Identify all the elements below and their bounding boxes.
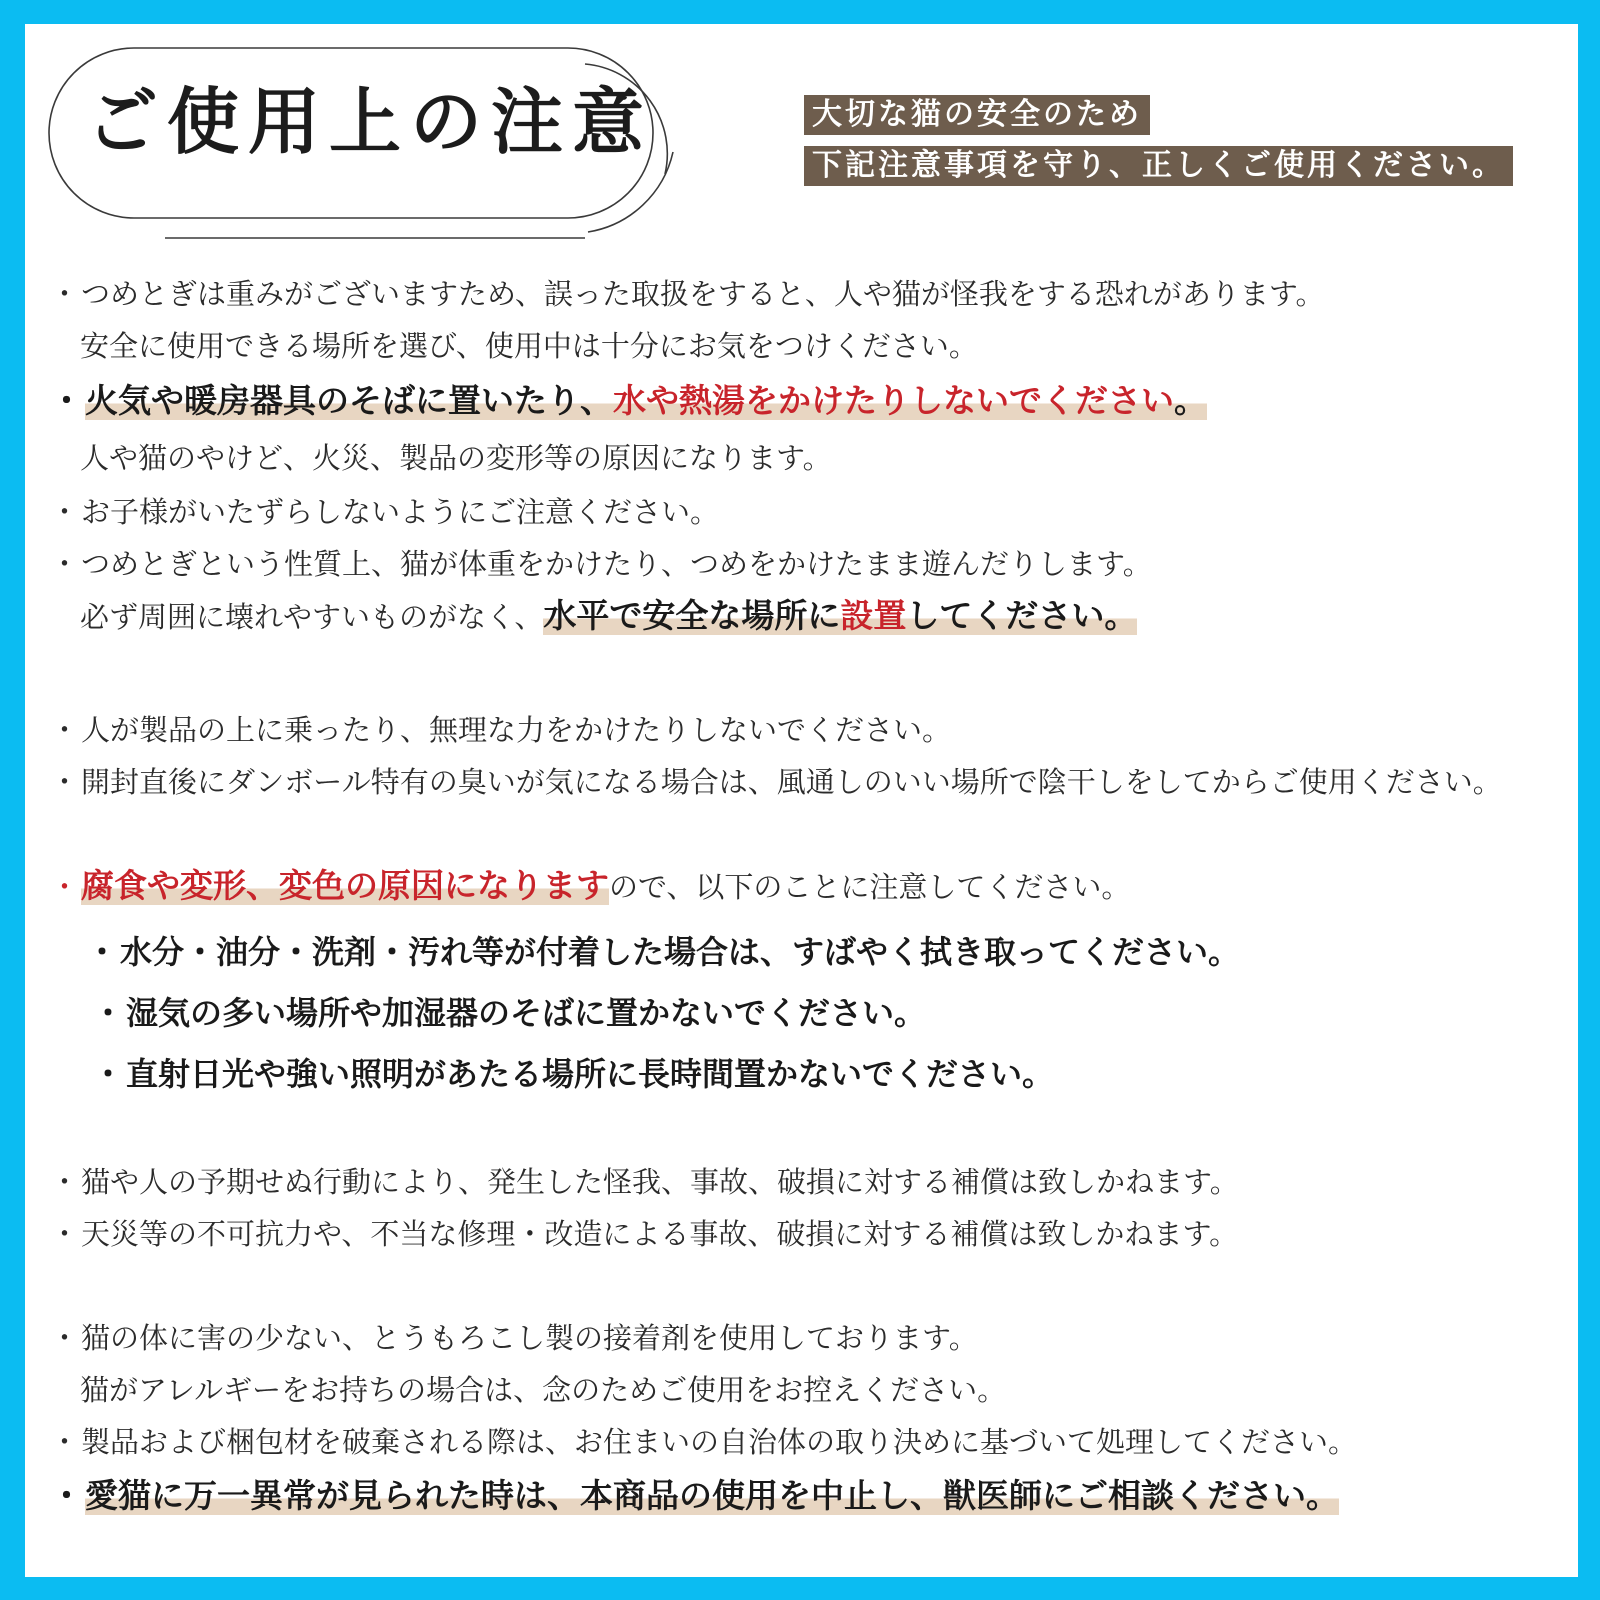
notice-text: 火気や暖房器具のそばに置いたり、 [85, 381, 613, 420]
notice-disposal [50, 1424, 1357, 1460]
highlight-text [85, 1476, 1339, 1515]
notice-no-standing [50, 712, 951, 748]
notice-text: つめとぎは重みがございますため、誤った取扱をすると、人や猫が怪我をする恐れがあります。 [81, 277, 1325, 311]
bullet: ・ [50, 713, 80, 747]
sub-notice-humidity [92, 993, 926, 1033]
notice-fire-detail: 人や猫のやけど、火災、製品の変形等の原因になります。 [80, 441, 832, 475]
notice-fire-water [50, 381, 1207, 421]
notice-adhesive [50, 1320, 978, 1356]
bullet: ・ [50, 765, 80, 799]
bullet: ・ [50, 1476, 83, 1515]
notice-text: 猫や人の予期せぬ行動により、発生した怪我、事故、破損に対する補償は致しかねます。 [81, 1165, 1239, 1199]
warning-text: 水や熱湯をかけたりしないでください [613, 381, 1174, 420]
bullet: ・ [50, 277, 80, 311]
notice-weight [50, 276, 1325, 312]
tagline-line-2: 下記注意事項を守り、正しくご使用ください。 [804, 146, 1513, 186]
bullet: ・ [50, 381, 83, 420]
bullet: ・ [92, 1055, 125, 1093]
notice-liability-behavior [50, 1164, 1239, 1200]
bullet: ・ [50, 1321, 80, 1355]
notice-text: つめとぎという性質上、猫が体重をかけたり、つめをかけたまま遊んだりします。 [81, 547, 1152, 581]
notice-text: 。 [1174, 381, 1207, 420]
bullet: ・ [92, 994, 125, 1032]
notice-text: 天災等の不可抗力や、不当な修理・改造による事故、破損に対する補償は致しかねます。 [81, 1217, 1239, 1251]
notice-text: 愛猫に万一異常が見られた時は、本商品の使用を中止し、獣医師にご相談ください。 [85, 1476, 1339, 1515]
page-title: ご使用上の注意 [86, 80, 654, 164]
warning-text: 腐食や変形、変色の原因になります [81, 866, 610, 905]
notice-text: 直射日光や強い照明があたる場所に長時間置かないでください。 [126, 1055, 1055, 1093]
notice-weight-bearing [50, 546, 1152, 582]
notice-vet [50, 1476, 1339, 1516]
notice-weight-detail: 安全に使用できる場所を選び、使用中は十分にお気をつけください。 [80, 329, 978, 363]
bullet: ・ [50, 1425, 80, 1459]
bullet: ・ [50, 1217, 80, 1251]
bullet: ・ [50, 547, 80, 581]
notice-placement [80, 598, 1137, 635]
notice-text: 人が製品の上に乗ったり、無理な力をかけたりしないでください。 [81, 713, 952, 747]
sub-notice-wipe [86, 932, 1240, 972]
notice-liability-disaster [50, 1216, 1238, 1252]
notice-corrosion [50, 868, 1130, 905]
notice-allergy: 猫がアレルギーをお持ちの場合は、念のためご使用をお控えください。 [80, 1373, 1007, 1407]
notice-text: 製品および梱包材を破棄される際は、お住まいの自治体の取り決めに基づいて処理してください。 [81, 1425, 1358, 1459]
notice-children [50, 494, 719, 530]
notice-text: お子様がいたずらしないようにご注意ください。 [81, 495, 720, 529]
bullet: ・ [50, 870, 80, 904]
highlight-text [543, 596, 1137, 635]
notice-text: 水分・油分・洗剤・汚れ等が付着した場合は、すばやく拭き取ってください。 [120, 933, 1241, 971]
notice-text: ので、以下のことに注意してください。 [609, 870, 1131, 904]
notice-text: してください。 [906, 596, 1138, 635]
bullet: ・ [86, 933, 119, 971]
highlight-text [85, 381, 1207, 420]
notice-text: 湿気の多い場所や加湿器のそばに置かないでください。 [126, 994, 927, 1032]
notice-text: 開封直後にダンボール特有の臭いが気になる場合は、風通しのいい場所で陰干しをしてからご使用ください。 [81, 765, 1502, 799]
sub-notice-sunlight [92, 1054, 1054, 1094]
notice-text: 水平で安全な場所に [543, 596, 841, 635]
bullet: ・ [50, 495, 80, 529]
notice-text: 必ず周囲に壊れやすいものがなく、 [80, 600, 544, 634]
warning-text: 設置 [840, 596, 907, 635]
tagline-line-1: 大切な猫の安全のため [804, 95, 1150, 135]
notice-odor [50, 764, 1502, 800]
notice-text: 猫の体に害の少ない、とうもろこし製の接着剤を使用しております。 [81, 1321, 978, 1355]
bullet: ・ [50, 1165, 80, 1199]
